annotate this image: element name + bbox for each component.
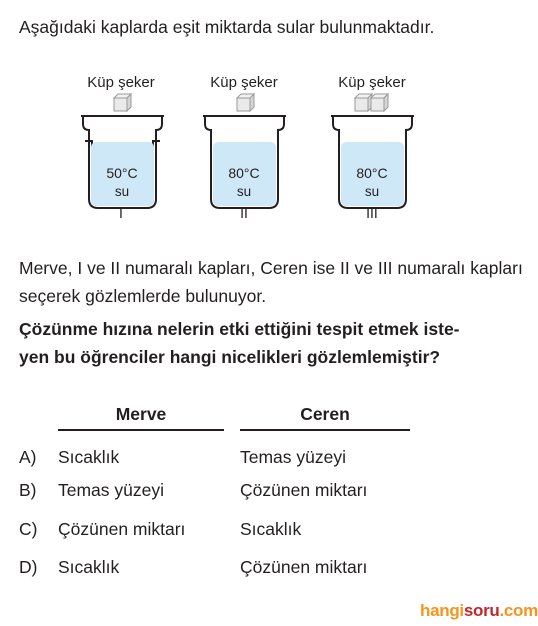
option-letter: B) xyxy=(19,480,37,500)
beaker-1-label: Küp şeker xyxy=(87,74,155,91)
option-merve: Çözünen miktarı xyxy=(58,519,186,539)
option-ceren: Çözünen miktarı xyxy=(240,557,368,577)
column-header-ceren: Ceren xyxy=(300,404,350,424)
sugar-cube-icon xyxy=(355,94,372,111)
watermark-part-2: soru xyxy=(463,601,500,620)
sugar-cube-icon xyxy=(237,94,254,111)
beaker-3-label: Küp şeker xyxy=(338,74,406,91)
question-text xyxy=(19,315,524,371)
beaker-1-liquid: su xyxy=(114,184,130,199)
option-ceren: Sıcaklık xyxy=(240,519,302,539)
option-letter: C) xyxy=(19,519,38,539)
beaker-2-number: II xyxy=(240,205,248,221)
question-line-1: Çözünme hızına nelerin etki ettiğini tespit etmek iste- xyxy=(19,319,460,339)
beaker-1-number: I xyxy=(119,205,123,221)
option-ceren: Çözünen miktarı xyxy=(240,480,368,500)
option-ceren: Temas yüzeyi xyxy=(240,447,347,467)
option-merve: Temas yüzeyi xyxy=(58,480,165,500)
beaker-1-temp: 50°C xyxy=(106,165,138,181)
column-underline-merve xyxy=(58,429,224,431)
watermark-part-3: .com xyxy=(499,601,538,620)
sugar-cube-icon xyxy=(371,94,388,111)
beaker-2-liquid: su xyxy=(236,184,252,199)
beaker-2-temp: 80°C xyxy=(228,165,260,181)
column-header-merve: Merve xyxy=(115,404,167,424)
intro-text: Aşağıdaki kaplarda eşit miktarda sular bulunmaktadır. xyxy=(19,17,435,37)
watermark-part-1: hangi xyxy=(420,601,464,620)
option-merve: Sıcaklık xyxy=(58,447,120,467)
option-merve: Sıcaklık xyxy=(58,557,120,577)
option-letter: A) xyxy=(19,447,37,467)
beaker-3-number: III xyxy=(366,205,378,221)
scenario-paragraph: Merve, I ve II numaralı kapları, Ceren ise II ve III numaralı kapları seçerek gözlemlerde bulunuyor. xyxy=(19,258,523,306)
sugar-cube-icon xyxy=(114,94,131,111)
question-line-2: yen bu öğrenciler hangi nicelikleri gözlemlemiştir? xyxy=(19,347,441,367)
option-letter: D) xyxy=(19,557,38,577)
beaker-2-label: Küp şeker xyxy=(210,74,278,91)
beaker-3-temp: 80°C xyxy=(356,165,388,181)
beaker-3-liquid: su xyxy=(364,184,380,199)
column-underline-ceren xyxy=(240,429,410,431)
site-watermark-logo xyxy=(420,601,538,621)
